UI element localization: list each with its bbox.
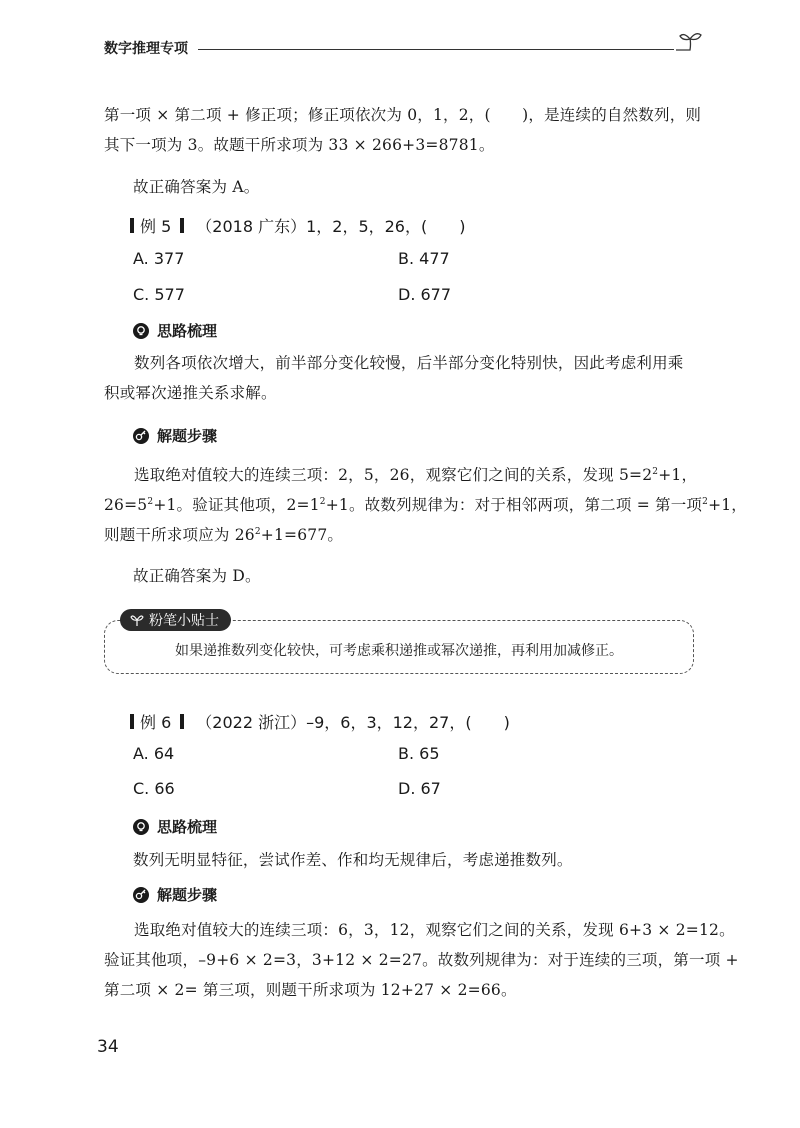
example-6-steps-line-2: 验证其他项，–9+6 × 2=3，3+12 × 2=27。故数列规律为：对于连续的三项，第一项 + bbox=[104, 951, 739, 969]
key-icon bbox=[133, 887, 149, 903]
example-6-steps-line-3: 第二项 × 2= 第三项，则题干所求项为 12+27 × 2=66。 bbox=[104, 981, 517, 999]
example-5-heading bbox=[130, 214, 465, 237]
example-6-steps-text bbox=[104, 915, 739, 1005]
example-5-option-b: B. 477 bbox=[398, 249, 450, 268]
example-5-steps-line-2: $26=5^2+1$。验证其他项，$2=1^2+1$。故数列规律为：对于相邻两项，第二项 = 第一项$^2$+1， bbox=[104, 496, 748, 514]
running-header-title: 数字推理专项 bbox=[104, 41, 188, 57]
header-rule bbox=[198, 49, 674, 50]
heading-bar-right bbox=[180, 218, 184, 233]
example-6-thinking-title: 思路梳理 bbox=[157, 818, 218, 836]
lightbulb-icon bbox=[133, 323, 149, 339]
example-6-heading bbox=[130, 710, 510, 733]
heading-bar-left bbox=[130, 714, 134, 729]
example-5-answer: 故正确答案为 D。 bbox=[133, 567, 261, 585]
example-6-option-a: A. 64 bbox=[133, 744, 175, 763]
example-5-thinking-line-1: 数列各项依次增大，前半部分变化较慢，后半部分变化特别快，因此考虑利用乘 bbox=[134, 354, 684, 372]
example-5-steps-text bbox=[104, 460, 748, 550]
example-6-steps-title: 解题步骤 bbox=[157, 886, 218, 904]
tip-label-badge bbox=[120, 609, 231, 631]
lightbulb-icon bbox=[133, 819, 149, 835]
example-5-thinking-line-2: 积或幂次递推关系求解。 bbox=[104, 384, 277, 402]
example-6-steps-line-1: 选取绝对值较大的连续三项：6，3，12，观察它们之间的关系，发现 6+3 × 2=12。 bbox=[134, 921, 735, 939]
example-5-steps-heading bbox=[133, 425, 217, 446]
example-5-steps-line-1: 选取绝对值较大的连续三项：2，5，26，观察它们之间的关系，发现 $5=2^2+1$， bbox=[134, 466, 698, 484]
intro-answer: 故正确答案为 A。 bbox=[133, 178, 260, 196]
example-5-steps-title: 解题步骤 bbox=[157, 427, 218, 445]
tip-text: 如果递推数列变化较快，可考虑乘积递推或幂次递推，再利用加减修正。 bbox=[175, 643, 623, 659]
leaf-icon bbox=[130, 613, 144, 627]
example-5-option-d: D. 677 bbox=[398, 285, 452, 304]
example-6-option-c: C. 66 bbox=[133, 779, 175, 798]
example-6-thinking-heading bbox=[133, 816, 217, 837]
example-6-option-d: D. 67 bbox=[398, 779, 441, 798]
intro-line-2: 其下一项为 3。故题干所求项为 33 × 266+3=8781。 bbox=[104, 136, 495, 154]
example-6-steps-heading bbox=[133, 884, 217, 905]
heading-bar-left bbox=[130, 218, 134, 233]
intro-paragraph bbox=[104, 100, 704, 160]
example-6-label: 例 6 bbox=[140, 713, 172, 732]
intro-line-1: 第一项 × 第二项 + 修正项；修正项依次为 0，1，2，( )，是连续的自然数列，则 bbox=[104, 106, 702, 124]
example-5-option-a: A. 377 bbox=[133, 249, 185, 268]
heading-bar-right bbox=[180, 714, 184, 729]
example-6-option-b: B. 65 bbox=[398, 744, 440, 763]
example-5-label: 例 5 bbox=[140, 217, 172, 236]
example-5-thinking-title: 思路梳理 bbox=[157, 322, 218, 340]
example-5-option-c: C. 577 bbox=[133, 285, 185, 304]
example-5-source: （2018 广东）1，2，5，26，( ) bbox=[196, 217, 466, 236]
example-5-thinking-heading bbox=[133, 320, 217, 341]
key-icon bbox=[133, 428, 149, 444]
page-number: 34 bbox=[97, 1037, 119, 1057]
tip-label: 粉笔小贴士 bbox=[149, 613, 219, 629]
example-5-steps-line-3: 则题干所求项应为 $26^2+1=677$。 bbox=[104, 526, 344, 544]
example-6-thinking-line-1: 数列无明显特征，尝试作差、作和均无规律后，考虑递推数列。 bbox=[133, 851, 573, 869]
example-6-source: （2022 浙江）–9，6，3，12，27，( ) bbox=[196, 713, 510, 732]
sprout-icon bbox=[674, 30, 704, 56]
example-5-thinking-text bbox=[104, 348, 704, 408]
